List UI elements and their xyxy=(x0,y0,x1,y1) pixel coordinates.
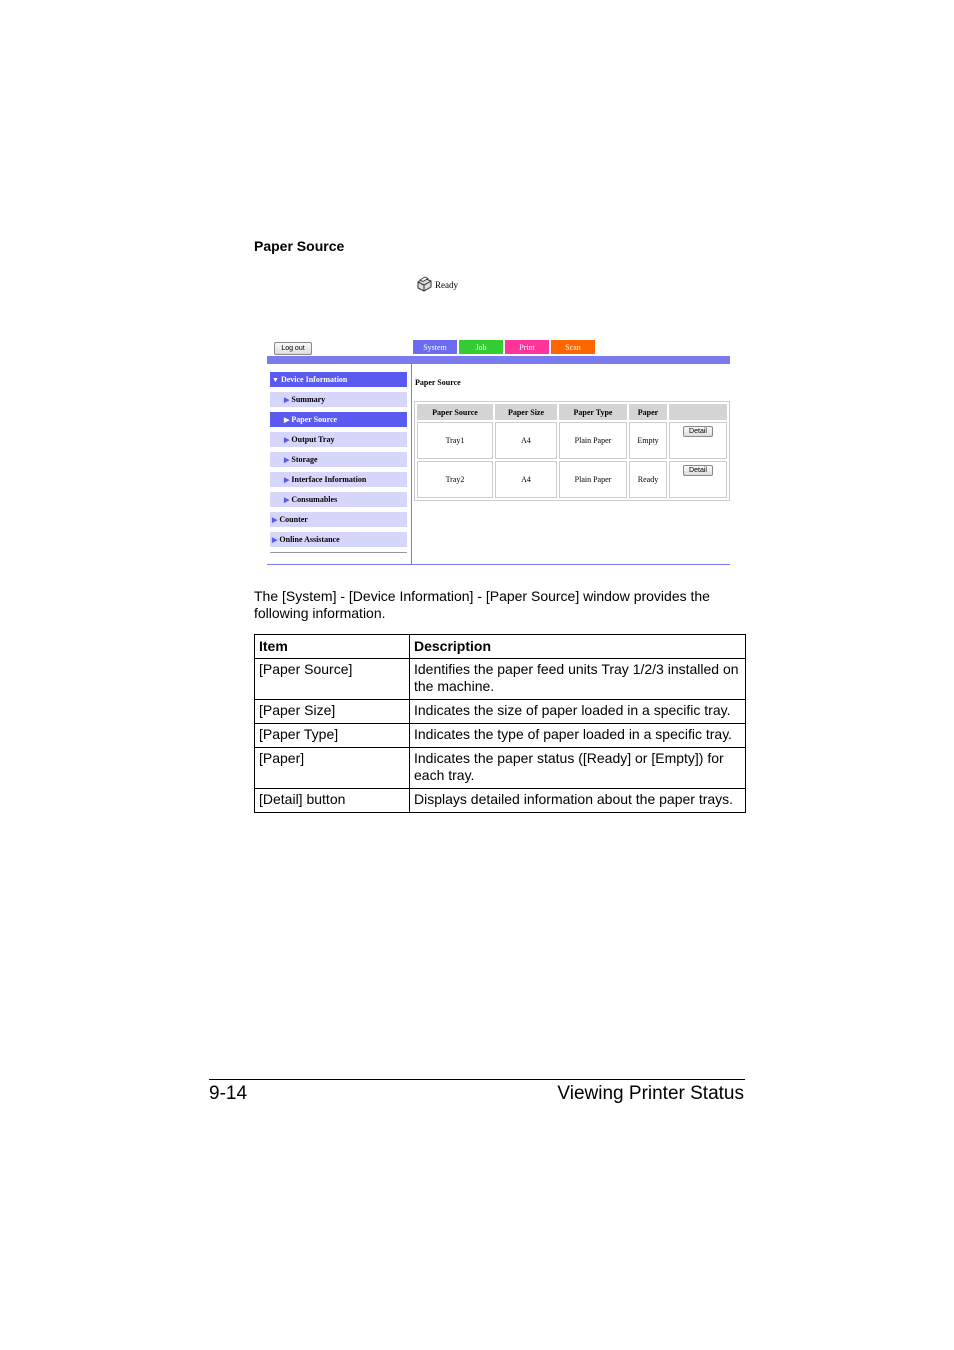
intro-paragraph: The [System] - [Device Information] - [Paper Source] window provides the following information. xyxy=(254,588,710,621)
sidebar-divider xyxy=(411,364,412,564)
triangle-right-icon: ▶ xyxy=(284,415,290,424)
description-cell: Identifies the paper feed units Tray 1/2/3 installed on the machine. xyxy=(410,659,746,700)
sidebar-item-label: Interface Information xyxy=(291,475,367,484)
section-title: Paper Source xyxy=(254,238,345,254)
status-text: Ready xyxy=(435,280,458,290)
sidebar-item-paper-source[interactable] xyxy=(270,412,407,427)
sidebar-item-consumables[interactable] xyxy=(270,492,407,507)
detail-button[interactable]: Detail xyxy=(683,426,713,437)
content-title: Paper Source xyxy=(415,378,461,387)
logout-button[interactable]: Log out xyxy=(274,342,312,355)
footer-bar xyxy=(267,564,730,565)
sidebar-menu xyxy=(270,372,407,552)
column-header xyxy=(669,404,727,420)
triangle-right-icon: ▶ xyxy=(284,395,290,404)
tab-print[interactable]: Print xyxy=(505,340,549,354)
page-number: 9-14 xyxy=(209,1083,248,1104)
triangle-right-icon: ▶ xyxy=(272,515,278,524)
table-row xyxy=(255,700,746,724)
sidebar-item-counter[interactable] xyxy=(270,512,407,527)
sidebar-item-online-assistance[interactable] xyxy=(270,532,407,547)
tray-name: Tray1 xyxy=(417,422,493,459)
description-cell: Indicates the size of paper loaded in a specific tray. xyxy=(410,700,746,724)
item-cell: [Detail] button xyxy=(255,789,410,813)
paper-type: Plain Paper xyxy=(559,461,627,498)
chapter-title: Viewing Printer Status xyxy=(557,1083,744,1104)
tray-name: Tray2 xyxy=(417,461,493,498)
paper-size: A4 xyxy=(495,422,557,459)
detail-cell xyxy=(669,461,727,498)
column-header: Description xyxy=(410,635,746,659)
sidebar-item-storage[interactable] xyxy=(270,452,407,467)
sidebar-item-interface-information[interactable] xyxy=(270,472,407,487)
table-row xyxy=(255,659,746,700)
description-cell: Displays detailed information about the paper trays. xyxy=(410,789,746,813)
sidebar-item-device-information[interactable] xyxy=(270,372,407,387)
table-row xyxy=(417,422,727,459)
column-header: Paper xyxy=(629,404,667,420)
sidebar-item-label: Summary xyxy=(291,395,326,404)
column-header: Paper Type xyxy=(559,404,627,420)
footer-rule xyxy=(209,1079,745,1080)
tab-system[interactable]: System xyxy=(413,340,457,354)
sidebar-item-label: Paper Source xyxy=(291,415,338,424)
column-header: Item xyxy=(255,635,410,659)
paper-size: A4 xyxy=(495,461,557,498)
sidebar-item-summary[interactable] xyxy=(270,392,407,407)
sidebar-item-output-tray[interactable] xyxy=(270,432,407,447)
triangle-right-icon: ▶ xyxy=(284,475,290,484)
description-table xyxy=(254,634,746,813)
sidebar-item-label: Device Information xyxy=(280,375,348,384)
column-header: Paper Source xyxy=(417,404,493,420)
description-cell: Indicates the paper status ([Ready] or [Empty]) for each tray. xyxy=(410,748,746,789)
item-cell: [Paper] xyxy=(255,748,410,789)
item-cell: [Paper Size] xyxy=(255,700,410,724)
detail-button[interactable]: Detail xyxy=(683,465,713,476)
sidebar-item-label: Storage xyxy=(291,455,318,464)
tab-job[interactable]: Job xyxy=(459,340,503,354)
column-header: Paper Size xyxy=(495,404,557,420)
triangle-down-icon: ▼ xyxy=(272,375,279,384)
menu-divider xyxy=(270,552,407,553)
sidebar-item-label: Consumables xyxy=(291,495,338,504)
triangle-right-icon: ▶ xyxy=(272,535,278,544)
triangle-right-icon: ▶ xyxy=(284,495,290,504)
paper-source-table xyxy=(414,401,730,501)
tab-scan[interactable]: Scan xyxy=(551,340,595,354)
printer-icon xyxy=(415,276,433,294)
main-tabs xyxy=(413,340,595,354)
sidebar-item-label: Counter xyxy=(279,515,308,524)
item-cell: [Paper Type] xyxy=(255,724,410,748)
paper-status: Empty xyxy=(629,422,667,459)
item-cell: [Paper Source] xyxy=(255,659,410,700)
table-row xyxy=(255,748,746,789)
sidebar-item-label: Online Assistance xyxy=(279,535,340,544)
header-bar xyxy=(267,356,730,364)
table-row xyxy=(417,461,727,498)
description-cell: Indicates the type of paper loaded in a specific tray. xyxy=(410,724,746,748)
triangle-right-icon: ▶ xyxy=(284,435,290,444)
detail-cell xyxy=(669,422,727,459)
triangle-right-icon: ▶ xyxy=(284,455,290,464)
paper-status: Ready xyxy=(629,461,667,498)
sidebar-item-label: Output Tray xyxy=(291,435,335,444)
printer-status xyxy=(415,276,458,294)
paper-type: Plain Paper xyxy=(559,422,627,459)
table-row xyxy=(255,724,746,748)
table-row xyxy=(255,789,746,813)
